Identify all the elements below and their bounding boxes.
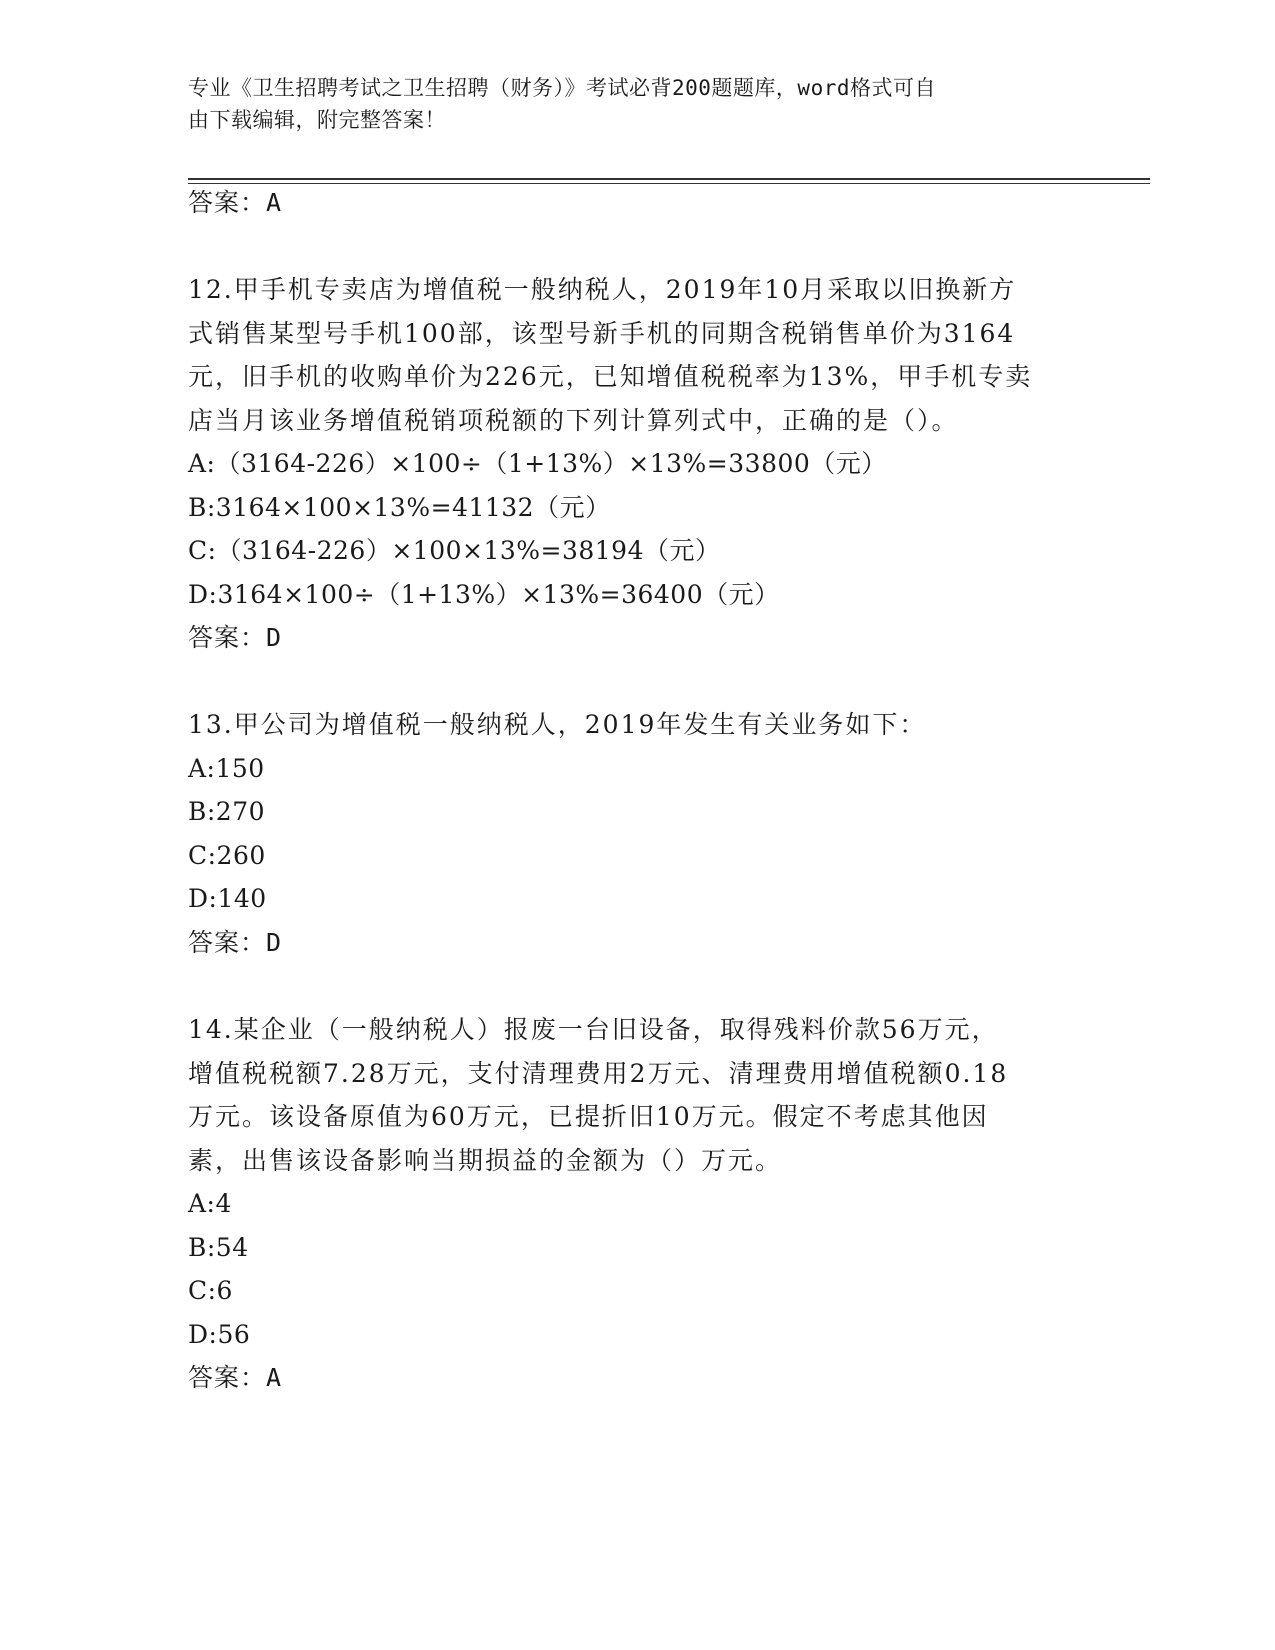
- q12-option-c: C:（3164-226）×100×13%=38194（元）: [188, 536, 721, 565]
- q12-option-a: A:（3164-226）×100÷（1+13%）×13%=33800（元）: [188, 449, 887, 478]
- previous-answer: 答案：A: [188, 188, 283, 217]
- q14-option-d: D:56: [188, 1320, 251, 1349]
- q14-option-b: B:54: [188, 1233, 249, 1262]
- q13-option-c: C:260: [188, 841, 266, 870]
- q14-text-line-2: 增值税税额7.28万元，支付清理费用2万元、清理费用增值税额0.18: [188, 1059, 1009, 1088]
- q14-text-line-3: 万元。该设备原值为60万元，已提折旧10万元。假定不考虑其他因: [188, 1102, 989, 1131]
- q13-option-d: D:140: [188, 884, 267, 913]
- header-line-2: 由下载编辑，附完整答案！: [188, 108, 446, 132]
- q13-text-line-1: 13.甲公司为增值税一般纳税人，2019年发生有关业务如下：: [188, 710, 927, 739]
- document-header: [188, 72, 1068, 136]
- header-rule-thin: [188, 183, 1150, 184]
- q14-text-line-1: 14.某企业（一般纳税人）报废一台旧设备，取得残料价款56万元，: [188, 1015, 999, 1044]
- q12-text-line-1: 12.甲手机专卖店为增值税一般纳税人，2019年10月采取以旧换新方: [188, 275, 1017, 304]
- header-line-1: 专业《卫生招聘考试之卫生招聘（财务）》考试必背200题题库，word格式可自: [188, 76, 936, 100]
- q14-option-c: C:6: [188, 1276, 233, 1305]
- q12-answer: 答案：D: [188, 623, 283, 652]
- q12-text-line-3: 元，旧手机的收购单价为226元，已知增值税税率为13%，甲手机专卖: [188, 362, 1033, 391]
- q14-text-line-4: 素，出售该设备影响当期损益的金额为（）万元。: [188, 1146, 783, 1175]
- q14-option-a: A:4: [188, 1189, 232, 1218]
- q12-option-b: B:3164×100×13%=41132（元）: [188, 493, 611, 522]
- header-rule-thick: [188, 178, 1150, 180]
- q13-option-a: A:150: [188, 754, 265, 783]
- q14-answer: 答案：A: [188, 1363, 283, 1392]
- q12-text-line-2: 式销售某型号手机100部，该型号新手机的同期含税销售单价为3164: [188, 319, 1016, 348]
- q12-text-line-4: 店当月该业务增值税销项税额的下列计算列式中，正确的是（）。: [188, 406, 959, 435]
- q12-option-d: D:3164×100÷（1+13%）×13%=36400（元）: [188, 580, 780, 609]
- q13-answer: 答案：D: [188, 928, 283, 957]
- q13-option-b: B:270: [188, 797, 266, 826]
